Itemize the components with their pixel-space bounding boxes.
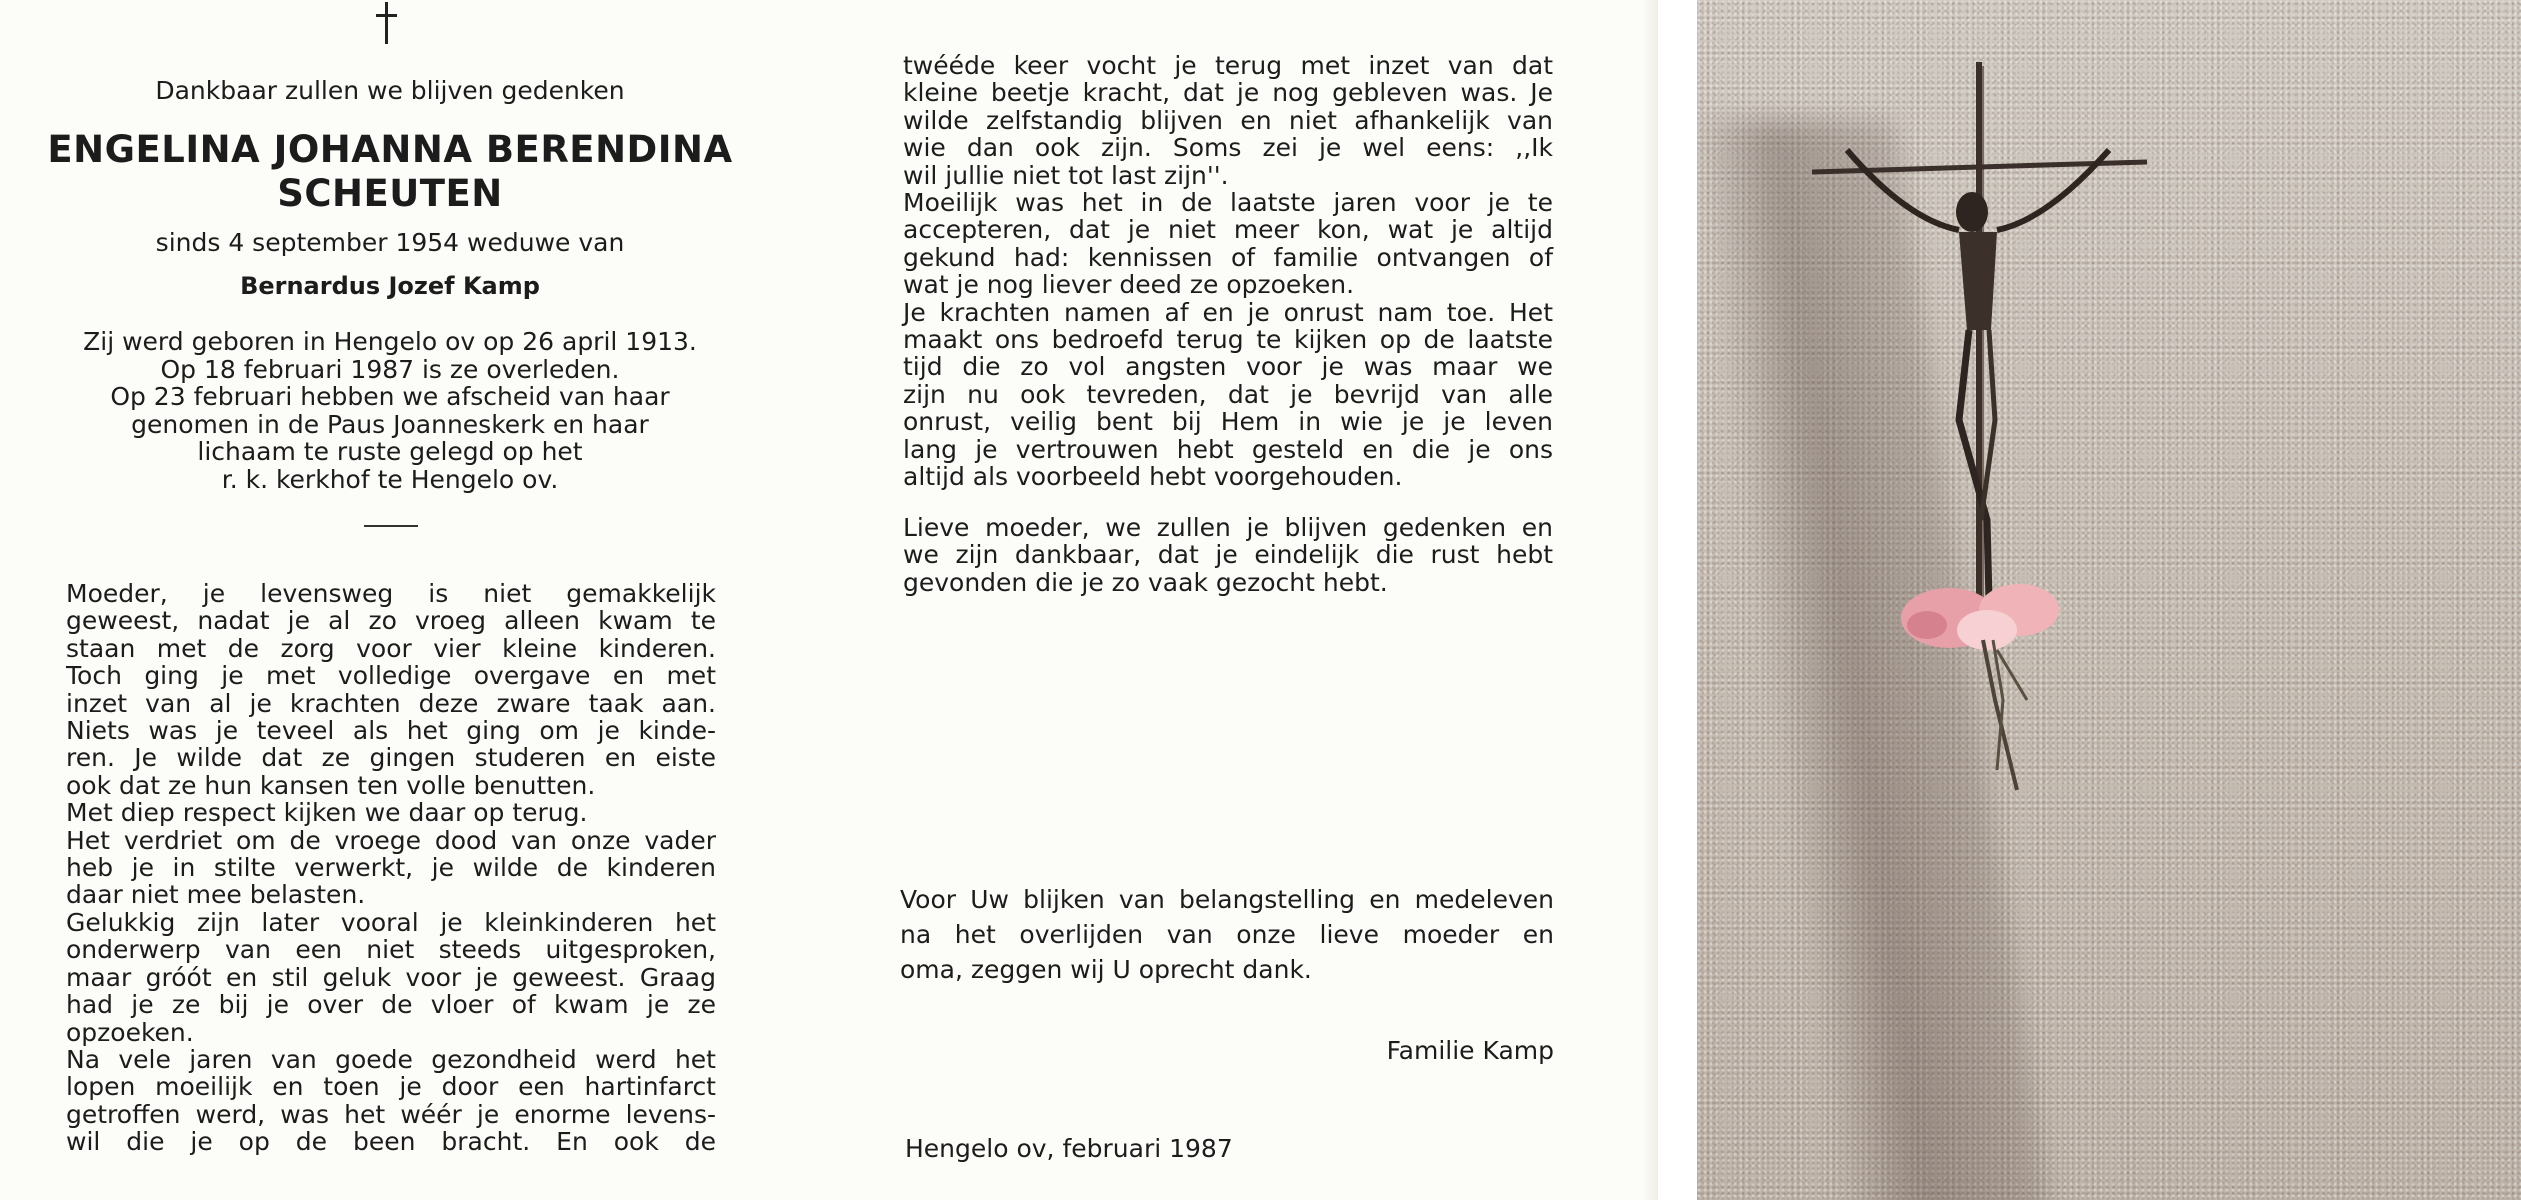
body-line: onderwerp van een niet steeds uitgesproken, (66, 935, 716, 965)
body-line: Niets was je teveel als het ging om je kinde- (66, 716, 716, 746)
left-body-text (66, 580, 716, 1156)
body-line: Lieve moeder, we zullen je blijven gedenken en (903, 513, 1553, 542)
middle-closing-text (903, 514, 1553, 596)
crucifix-photo (1697, 0, 2521, 1200)
body-line: gevonden die je zo vaak gezocht hebt. (903, 567, 1388, 597)
body-line: lang je vertrouwen hebt gesteld en die je ons (903, 434, 1553, 464)
body-line: accepteren, dat je niet meer kon, wat je altijd (903, 215, 1553, 245)
body-line: Het verdriet om de vroege dood van onze vader (66, 825, 716, 855)
body-line: daar niet mee belasten. (66, 880, 366, 910)
body-line: ren. Je wilde dat ze gingen studeren en eiste (66, 743, 716, 773)
body-line: wil jullie niet tot last zijn''. (903, 160, 1229, 190)
body-line: altijd als voorbeeld hebt voorgehouden. (903, 462, 1403, 492)
body-line: inzet van al je krachten deze zware taak aan. (66, 688, 716, 718)
body-line: opzoeken. (66, 1017, 194, 1047)
body-line: wie dan ook zijn. Soms zei je wel eens: ,,Ik (903, 133, 1553, 163)
body-line: getroffen werd, was het wéér je enorme levens- (66, 1099, 716, 1129)
card-fold (1642, 0, 1658, 1200)
widow-since-text: sinds 4 september 1954 weduwe van (155, 228, 625, 257)
info-line: r. k. kerkhof te Hengelo ov. (221, 464, 559, 494)
body-line: Na vele jaren van goede gezondheid werd het (66, 1044, 716, 1074)
info-line: Op 18 februari 1987 is ze overleden. (160, 354, 620, 384)
body-line: had je ze bij je over de vloer of kwam je ze (66, 990, 716, 1020)
body-line: tijd die zo vol angsten voor je was maar we (903, 352, 1553, 382)
body-line: we zijn dankbaar, dat je eindelijk die rust hebt (903, 540, 1553, 570)
body-line: heb je in stilte verwerkt, je wilde de kinderen (66, 853, 716, 883)
body-line: maar gróót en stil geluk voor je geweest. Graag (66, 962, 716, 992)
thanks-text (900, 882, 1554, 987)
body-line: Moeilijk was het in de laatste jaren voor je te (903, 188, 1553, 218)
life-info-block (40, 328, 740, 493)
body-line: Moeder, je levensweg is niet gemakkelijk (66, 579, 716, 608)
deceased-name-line1: ENGELINA JOHANNA BERENDINA (47, 128, 733, 171)
place-date: Hengelo ov, februari 1987 (905, 1134, 1233, 1163)
thanks-line: oma, zeggen wij U oprecht dank. (900, 955, 1312, 984)
husband-name: Bernardus Jozef Kamp (240, 272, 540, 300)
body-line: lopen moeilijk en toen je door een hartinfarct (66, 1072, 716, 1102)
info-line: Op 23 februari hebben we afscheid van haar (110, 382, 670, 411)
body-line: Met diep respect kijken we daar op terug. (66, 798, 588, 828)
body-line: wil die je op de been bracht. En ook de (66, 1127, 716, 1157)
dedication-text: Dankbaar zullen we blijven gedenken (155, 76, 625, 105)
body-line: onrust, veilig bent bij Hem in wie je je leven (903, 407, 1553, 437)
deceased-name-line2: SCHEUTEN (277, 172, 503, 215)
body-line: Toch ging je met volledige overgave en met (66, 661, 716, 691)
body-line: kleine beetje kracht, dat je nog gebleven was. Je (903, 78, 1553, 108)
info-line: Zij werd geboren in Hengelo ov op 26 april 1913. (83, 327, 697, 356)
body-line: geweest, nadat je al zo vroeg alleen kwam te (66, 606, 716, 636)
body-line: wilde zelfstandig blijven en niet afhankelijk van (903, 105, 1553, 135)
info-line: lichaam te ruste gelegd op het (197, 437, 583, 466)
crucifix-icon (1697, 0, 2521, 1200)
body-line: Gelukkig zijn later vooral je kleinkinderen het (66, 907, 716, 937)
info-line: genomen in de Paus Joanneskerk en haar (131, 409, 649, 439)
thanks-line: na het overlijden van onze lieve moeder en (900, 920, 1554, 949)
divider-dash (364, 525, 418, 527)
body-line: maakt ons bedroefd terug te kijken op de laatste (903, 325, 1553, 355)
family-signature: Familie Kamp (1386, 1036, 1554, 1065)
body-line: zijn nu ook tevreden, dat je bevrijd van alle (903, 379, 1553, 409)
body-line: Je krachten namen af en je onrust nam toe. Het (903, 297, 1553, 327)
cross-icon (372, 2, 402, 46)
body-line: ook dat ze hun kansen ten volle benutten. (66, 770, 596, 800)
body-line: staan met de zorg voor vier kleine kinderen. (66, 633, 716, 663)
body-line: wat je nog liever deed ze opzoeken. (903, 270, 1355, 300)
thanks-line: Voor Uw blijken van belangstelling en medeleven (900, 885, 1554, 914)
body-line: gekund had: kennissen of familie ontvangen of (903, 242, 1553, 272)
body-line: twééde keer vocht je terug met inzet van dat (903, 51, 1553, 80)
middle-body-text (903, 52, 1553, 491)
